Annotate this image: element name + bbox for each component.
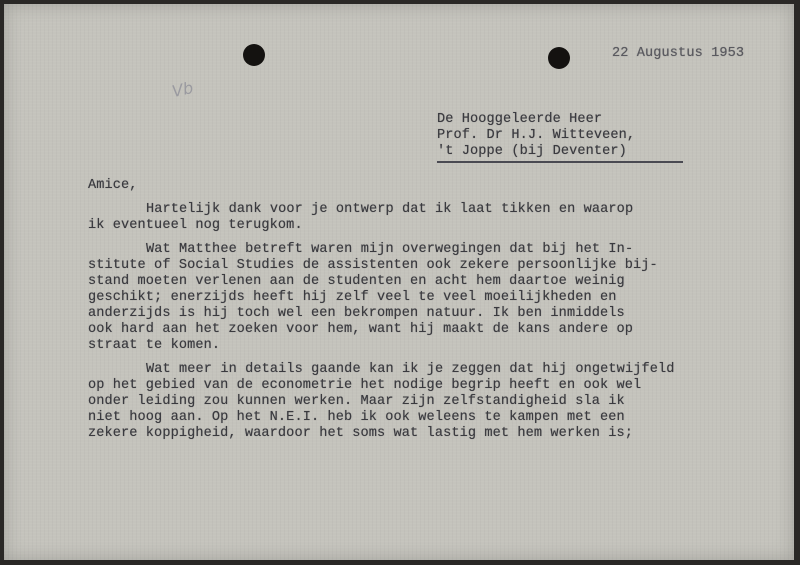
paragraph-line: anderzijds is hij toch wel een bekrompen natuur. Ik ben inmiddels	[88, 306, 625, 321]
paragraph-line: stitute of Social Studies de assistenten ook zekere persoonlijke bij-	[88, 258, 658, 273]
paragraph-line: op het gebied van de econometrie het nodige begrip heeft en ook wel	[88, 378, 642, 393]
letter-sheet	[4, 4, 794, 560]
paragraph-line: geschikt; enerzijds heeft hij zelf veel te veel moeilijkheden en	[88, 290, 617, 305]
salutation: Amice,	[88, 178, 138, 193]
paragraph-line: stand moeten verlenen aan de studenten en acht hem daartoe weinig	[88, 274, 625, 289]
punch-hole-right	[548, 47, 570, 69]
paragraph-line: onder leiding zou kunnen werken. Maar zijn zelfstandigheid sla ik	[88, 394, 625, 409]
addressee-line: De Hooggeleerde Heer	[437, 112, 603, 127]
paragraph-line: Wat meer in details gaande kan ik je zeggen dat hij ongetwijfeld	[146, 362, 675, 377]
addressee-line: 't Joppe (bij Deventer)	[437, 144, 627, 159]
paragraph-line: zekere koppigheid, waardoor het soms wat lastig met hem werken is;	[88, 426, 633, 441]
addressee-underline	[437, 161, 683, 163]
paragraph-line: ook hard aan het zoeken voor hem, want hij maakt de kans andere op	[88, 322, 633, 337]
paragraph-line: Hartelijk dank voor je ontwerp dat ik laat tikken en waarop	[146, 202, 634, 217]
paragraph-line: Wat Matthee betreft waren mijn overwegingen dat bij het In-	[146, 242, 634, 257]
pencil-annotation: Vb	[170, 78, 195, 101]
punch-hole-left	[243, 44, 265, 66]
paragraph-line: ik eventueel nog terugkom.	[88, 218, 303, 233]
addressee-line: Prof. Dr H.J. Witteveen,	[437, 128, 636, 143]
letter-date: 22 Augustus 1953	[612, 46, 745, 61]
paragraph-line: straat te komen.	[88, 338, 221, 353]
paragraph-line: niet hoog aan. Op het N.E.I. heb ik ook weleens te kampen met een	[88, 410, 625, 425]
